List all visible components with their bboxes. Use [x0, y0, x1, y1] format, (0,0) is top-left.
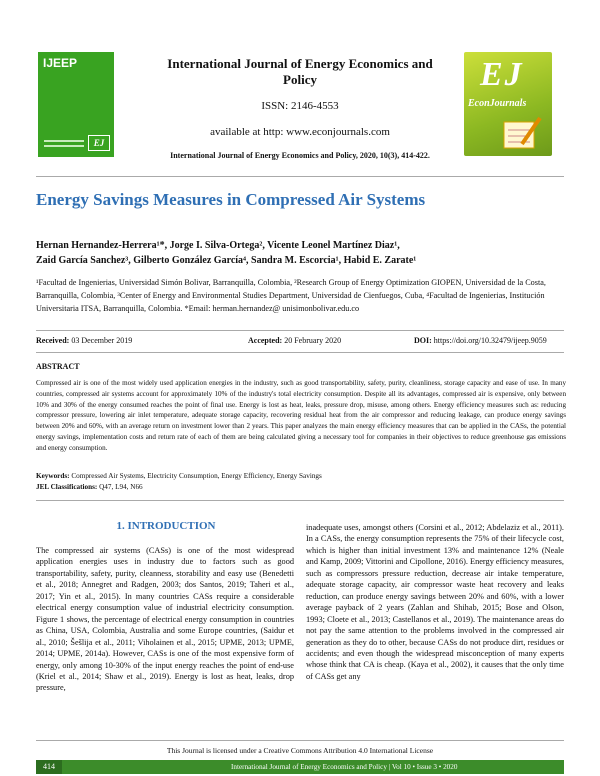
affiliation-divider — [36, 330, 564, 331]
received-label: Received: — [36, 336, 70, 345]
authors-line-2: Zaid García Sanchez³, Gilberto González García⁴, Sandra M. Escorcia¹, Habid E. Zarate¹ — [36, 255, 417, 266]
footer-bar — [36, 760, 564, 774]
header-divider — [36, 176, 564, 177]
affiliations: ¹Facultad de Ingenierias, Universidad Simón Bolivar, Barranquilla, Colombia, ²Research Group of Energy Optimization GIOPEN, Universidad de la Costa, Barranquilla, Colombia, ³Center of Energy and Environmental Studies Department, Universidad de Cienfuegos, Cuba, ⁴Facultad de Ingenierias, Institución Universitaria ITSA, Barranquilla, Colombia. *Email: herman.hernandez@ unisimonbolivar.edu.co — [36, 278, 546, 313]
author-list — [36, 238, 566, 268]
accepted-date — [248, 336, 341, 345]
abstract-divider — [36, 500, 564, 501]
authors-line-1: Hernan Hernandez-Herrera¹*, Jorge I. Silva-Ortega², Vicente Leonel Martínez Diaz¹, — [36, 240, 400, 251]
accepted-value: 20 February 2020 — [284, 336, 342, 345]
pencil-paper-icon — [500, 114, 544, 152]
page-number: 414 — [36, 760, 62, 774]
body-column-left: The compressed air systems (CASs) is one of the most widespread application energies uses in industry due to factors such as good transportability, safety, purity, cleanness, storability and easy use (Benedetti et al., 2018; Annegret and Radgen, 2003; dos Santos, 2019; Taheri et al., 2017; Yin et al., 2015). In many countries CASs require a considerable electrical energy consumption value of industrial electricity consumption. Figure 1 shows, the percentage of electrical energy consumption in countries as China, USA, Colombia, Australia and some Europe countries, (Saidur et al., 2010; Šešlija et al., 2011; Viholainen et al., 2015; UPME, 2013; UPME, 2014; UPME, 2014a). However, CASs is one of the most expensive form of energy, only among 10-30% of the input energy reaches the point of end-use (Kriel et al., 2014; Shaw et al., 2019). Energy is lost as heat, leaks, drop pressure, — [36, 546, 294, 693]
section-heading-introduction: 1. INTRODUCTION — [116, 520, 216, 532]
received-date — [36, 336, 132, 345]
jel-label: JEL Classifications: — [36, 482, 98, 491]
econjournals-logo — [464, 52, 552, 156]
logo-name: EconJournals — [468, 98, 527, 109]
issn: ISSN: 2146-4553 — [261, 100, 339, 112]
accepted-label: Accepted: — [248, 336, 283, 345]
journal-cover-image — [38, 52, 114, 157]
journal-title: International Journal of Energy Economics and Policy — [167, 56, 433, 87]
jel-codes: Q47, L94, N66 — [99, 482, 143, 491]
footer-journal-info: International Journal of Energy Economics and Policy | Vol 10 • Issue 3 • 2020 — [231, 763, 458, 771]
doi-label: DOI: — [414, 336, 432, 345]
cover-title: IJEEP — [43, 56, 78, 70]
doi — [414, 336, 547, 345]
footer-divider — [36, 740, 564, 741]
keywords: Compressed Air Systems, Electricity Consumption, Energy Efficiency, Energy Savings — [71, 472, 322, 480]
paper-title: Energy Savings Measures in Compressed Air Systems — [36, 190, 426, 209]
availability-link[interactable]: available at http: www.econjournals.com — [210, 126, 390, 138]
body-column-right: inadequate uses, amongst others (Corsini et al., 2012; Abdelaziz et al., 2011). In a CASs, the energy consumption represents the 75% of their lifecycle cost, which is higher than initial investment 13% and maintenance 12% (Neale and Kamp, 2009; Vittorini and Cipollone, 2016). Energy efficiency measures, such as compressors pressure reduction, decrease air intake temperature, adequate storage capacity, air compressor waste heat recovery and leaks reduction, can produce energy savings between 20% and 60%, with a lower average payback of 2 years (Zahlan and Shihab, 2015; Bose and Olson, 1993; Cloete et al., 2013; Castellanos et al., 2019). The maintenance areas do not pay the same attention to the problems involved in the compressed air generation as they do to other, because CASs do not produce dirt, residues or accidents; and even though the widespread misconception of many experts whose think that CA is cheap. (Kaya et al., 2002), it causes that the only time of CASs get any — [306, 523, 564, 681]
received-value: 03 December 2019 — [71, 336, 133, 345]
doi-link[interactable]: https://doi.org/10.32479/ijeep.9059 — [433, 336, 547, 345]
keywords-label: Keywords: — [36, 472, 70, 480]
license-notice: This Journal is licensed under a Creative Commons Attribution 4.0 International License — [166, 746, 434, 755]
citation-line: International Journal of Energy Economics and Policy, 2020, 10(3), 414-422. — [170, 151, 430, 160]
abstract-heading: ABSTRACT — [36, 362, 80, 371]
keywords-block — [36, 471, 566, 492]
dates-divider — [36, 352, 564, 353]
abstract-body: Compressed air is one of the most widely used application energies in the industry, such as good transportability, safety, purity, cleanliness, storage capacity and ease of use. In many countries, compressed air systems account for approximately 10% of the industry's total electricity consumption. Despite all its advantages, compressed air is expensive, only between 10% and 30% of the energy consumed reaches the point of final use. Energy is lost as heat, leaks, pressure drop, misuse, among others. Energy efficiency measures such as: reducing compressor pressure, lowering air inlet temperature, adequate storage capacity, recovering residual heat from the air compressor and reducing leakage, can produce energy savings between 20% and 60%, with an average return on investment lower than 2 years. This paper analyzes the main energy efficiency measures that can be applied in the CASs, the potential energy savings, implementation costs and return rate of each of them are being calculated giving a necessary tool for companies in their objectives to reduce greenhouse gas emissions and energy consumption. — [36, 379, 566, 452]
cover-badge: EJ — [88, 135, 110, 151]
logo-monogram: EJ — [480, 56, 524, 93]
cover-decoration — [44, 137, 84, 147]
